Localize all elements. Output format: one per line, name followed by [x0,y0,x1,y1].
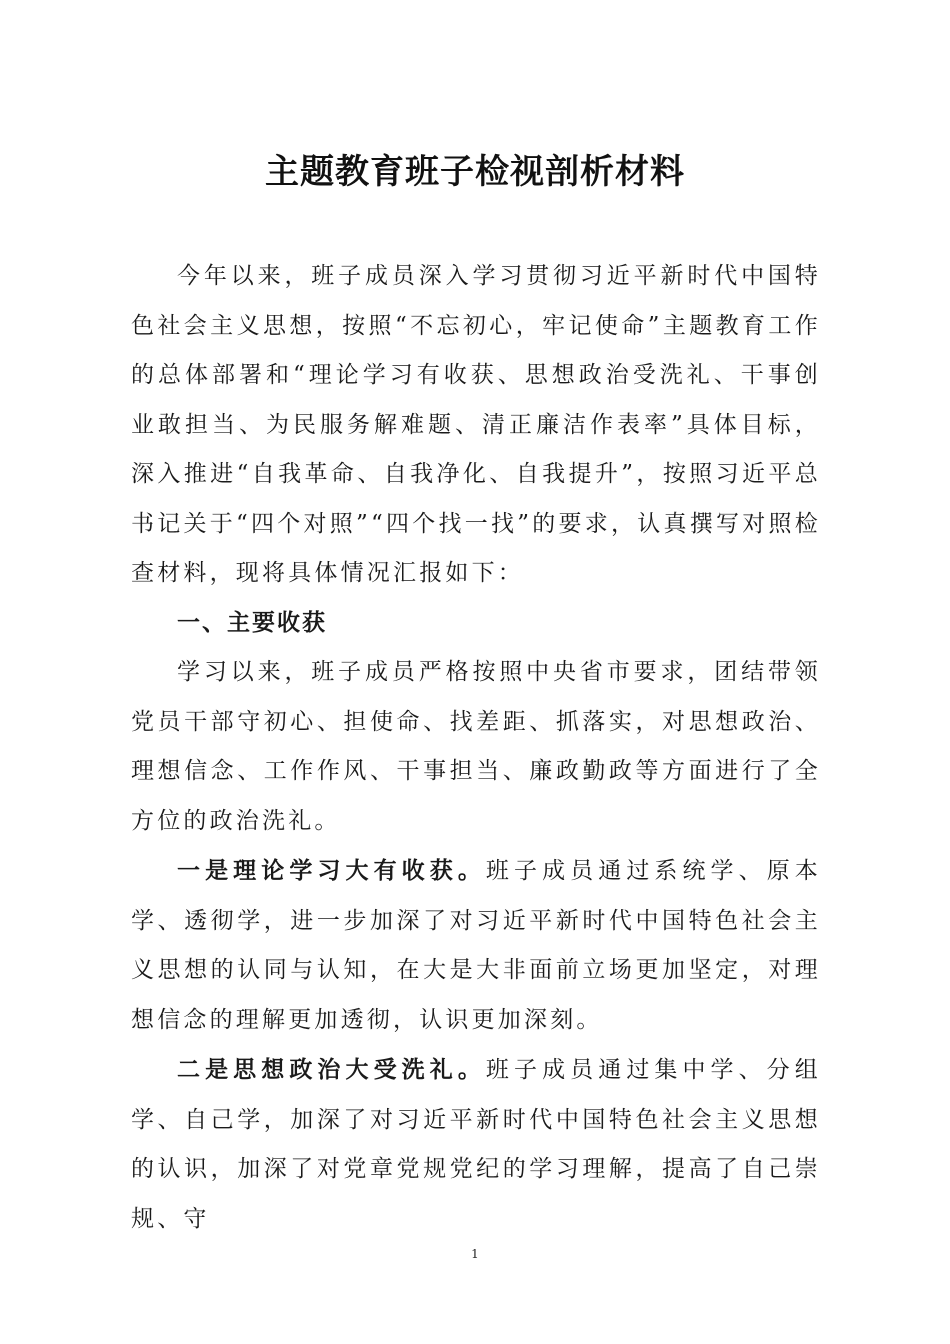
intro-paragraph: 今年以来，班子成员深入学习贯彻习近平新时代中国特色社会主义思想，按照“不忘初心，牢记使命”主题教育工作的总体部署和“理论学习有收获、思想政治受洗礼、干事创业敢担当、为民服务解难题、清正廉洁作表率”具体目标，深入推进“自我革命、自我净化、自我提升”，按照习近平总书记关于“四个对照”“四个找一找”的要求，认真撰写对照检查材料，现将具体情况汇报如下： [131,263,821,586]
document-body [131,252,821,1244]
point-paragraph-theory-study [131,846,821,1045]
section-paragraph-main-gains: 学习以来，班子成员严格按照中央省市要求，团结带领党员干部守初心、担使命、找差距、抓落实，对思想政治、理想信念、工作作风、干事担当、廉政勤政等方面进行了全方位的政治洗礼。 [131,659,821,834]
section-heading-main-gains: 一、主要收获 [177,609,327,636]
point-text-theory-study: 班子成员通过系统学、原本学、透彻学，进一步加深了对习近平新时代中国特色社会主义思想的认同与认知，在大是大非面前立场更加坚定，对理想信念的理解更加透彻，认识更加深刻。 [131,858,822,1033]
point-lead-political-thought: 二是思想政治大受洗礼。 [177,1056,486,1083]
point-text-political-thought: 班子成员通过集中学、分组学、自己学，加深了对习近平新时代中国特色社会主义思想的认识，加深了对党章党规党纪的学习理解，提高了自己崇规、守 [131,1057,822,1232]
document-title: 主题教育班子检视剖析材料 [265,152,685,192]
page-number: 1 [471,1247,479,1261]
point-paragraph-political-thought [131,1045,821,1244]
point-lead-theory-study: 一是理论学习大有收获。 [177,857,486,884]
